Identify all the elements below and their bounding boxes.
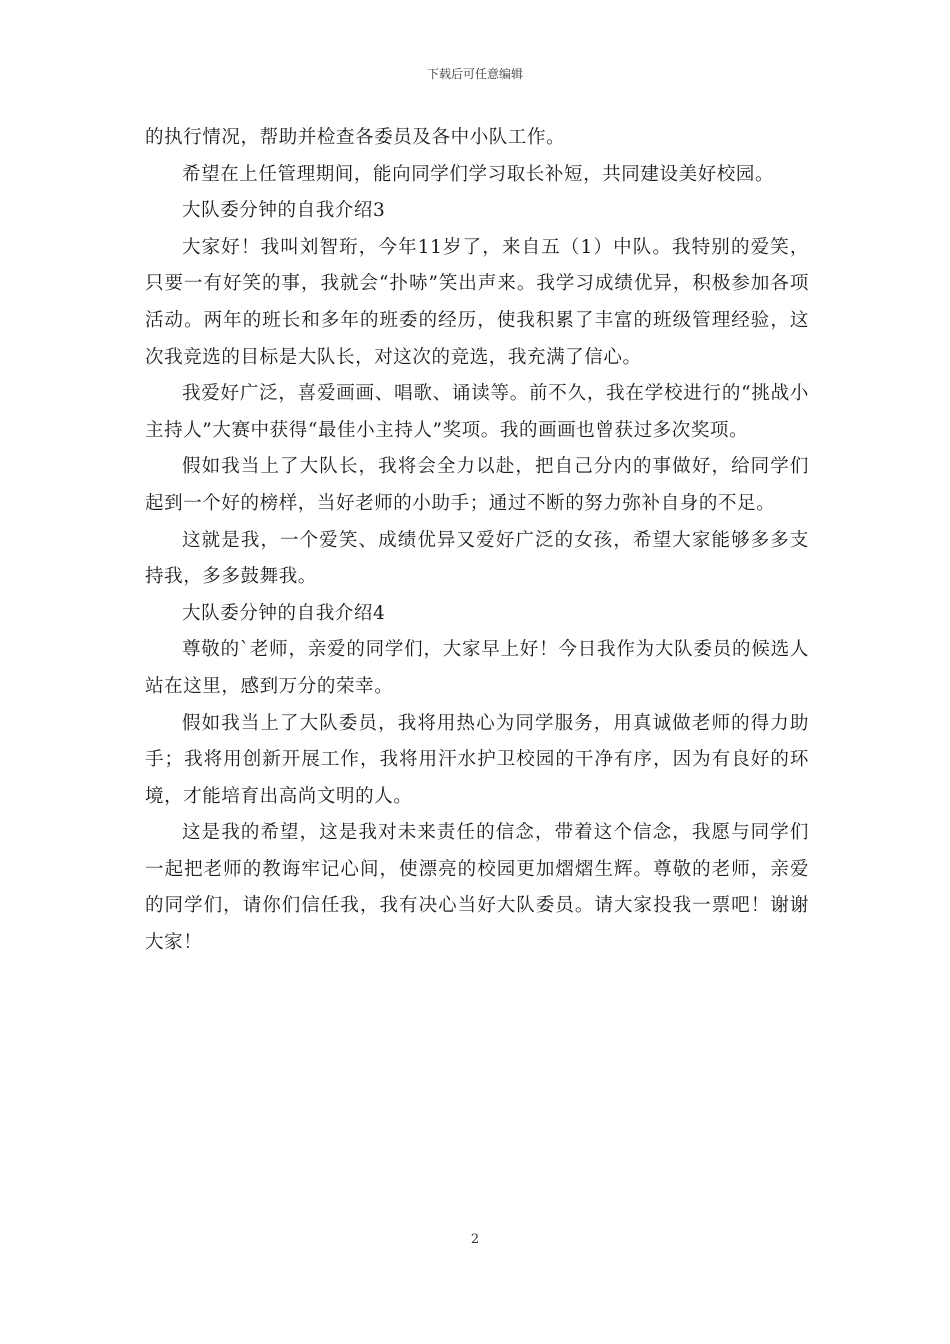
paragraph: 我爱好广泛，喜爱画画、唱歌、诵读等。前不久，我在学校进行的“挑战小主持人”大赛中获得“最佳小主持人”奖项。我的画画也曾获过多次奖项。 xyxy=(145,383,809,441)
section-heading: 大队委分钟的自我介绍4 xyxy=(182,602,386,624)
paragraph: 尊敬的`老师，亲爱的同学们，大家早上好！今日我作为大队委员的候选人站在这里，感到万分的荣幸。 xyxy=(145,639,809,697)
paragraph: 这是我的希望，这是我对未来责任的信念，带着这个信念，我愿与同学们一起把老师的教诲牢记心间，使漂亮的校园更加熠熠生辉。尊敬的老师，亲爱的同学们，请你们信任我，我有决心当好大队委员。请大家投我一票吧！谢谢大家！ xyxy=(145,822,809,954)
paragraph: 大家好！我叫刘智珩，今年11岁了，来自五（1）中队。我特别的爱笑，只要一有好笑的事，我就会“扑哧”笑出声来。我学习成绩优异，积极参加各项活动。两年的班长和多年的班委的经历，使我积累了丰富的班级管理经验，这次我竞选的目标是大队长，对这次的竞选，我充满了信心。 xyxy=(145,236,809,368)
page-header: 下载后可任意编辑 xyxy=(426,67,523,81)
page-number: 2 xyxy=(470,1232,480,1247)
paragraph: 这就是我，一个爱笑、成绩优异又爱好广泛的女孩，希望大家能够多多支持我，多多鼓舞我。 xyxy=(145,529,809,588)
paragraph-continuation: 的执行情况，帮助并检查各委员及各中小队工作。 xyxy=(145,127,566,148)
paragraph: 希望在上任管理期间，能向同学们学习取长补短，共同建设美好校园。 xyxy=(182,163,775,185)
paragraph: 假如我当上了大队长，我将会全力以赴，把自己分内的事做好，给同学们起到一个好的榜样，当好老师的小助手；通过不断的努力弥补自身的不足。 xyxy=(145,456,809,514)
document-body xyxy=(145,120,809,962)
section-heading: 大队委分钟的自我介绍3 xyxy=(182,200,386,222)
paragraph: 假如我当上了大队委员，我将用热心为同学服务，用真诚做老师的得力助手；我将用创新开展工作，我将用汗水护卫校园的干净有序，因为有良好的环境，才能培育出高尚文明的人。 xyxy=(145,712,809,807)
